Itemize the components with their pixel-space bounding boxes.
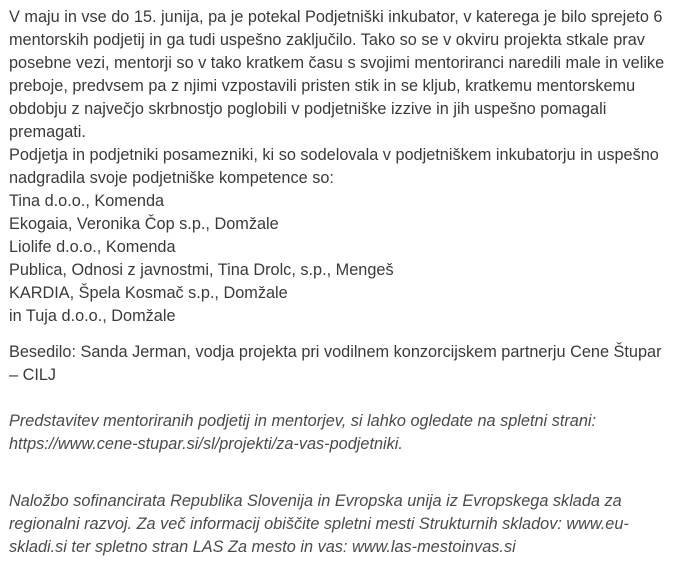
participants-intro: Podjetja in podjetniki posamezniki, ki so sodelovala v podjetniškem inkubatorju in uspešno nadgradila svoje podjetniške kompetence so:	[9, 146, 659, 187]
spacer	[9, 456, 671, 490]
list-item: Tina d.o.o., Komenda	[9, 192, 165, 210]
list-item: Publica, Odnosi z javnostmi, Tina Drolc, s.p., Mengeš	[9, 261, 394, 279]
list-item: KARDIA, Špela Kosmač s.p., Domžale	[9, 284, 288, 302]
list-item: Liolife d.o.o., Komenda	[9, 238, 176, 256]
funding-note: Naložbo sofinancirata Republika Slovenija in Evropska unija iz Evropskega sklada za regionalni razvoj. Za več informacij obiščite spletni mesti Strukturnih skladov: www.eu-skladi.si ter spletno stran LAS Za mesto in vas: www.las-mestoinvas.si	[9, 492, 629, 556]
intro-paragraph: V maju in vse do 15. junija, pa je potekal Podjetniški inkubator, v katerega je bilo sprejeto 6 mentorskih podjetij in ga tudi uspešno zaključilo. Tako so se v okviru projekta stkale prav posebne vezi, mentorji so v tako kratkem času s svojimi mentoriranci naredili male in velike preboje, predvsem pa z njimi vzpostavili pristen stik in se kljub, kratkemu mentorskemu obdobju z največjo skrbnostjo poglobili v podjetniške izzive in jih uspešno pomagali premagati.	[9, 8, 665, 141]
spacer	[9, 328, 671, 341]
spacer	[9, 387, 671, 410]
presentation-note: Predstavitev mentoriranih podjetij in mentorjev, si lahko ogledate na spletni strani: https://www.cene-stupar.si/sl/projekti/za-vas-podjetniki.	[9, 412, 597, 453]
list-item: Ekogaia, Veronika Čop s.p., Domžale	[9, 215, 279, 233]
list-item: in Tuja d.o.o., Domžale	[9, 307, 176, 325]
participant-list	[9, 190, 671, 328]
author-credit: Besedilo: Sanda Jerman, vodja projekta pri vodilnem konzorcijskem partnerju Cene Štupar – CILJ	[9, 343, 662, 384]
